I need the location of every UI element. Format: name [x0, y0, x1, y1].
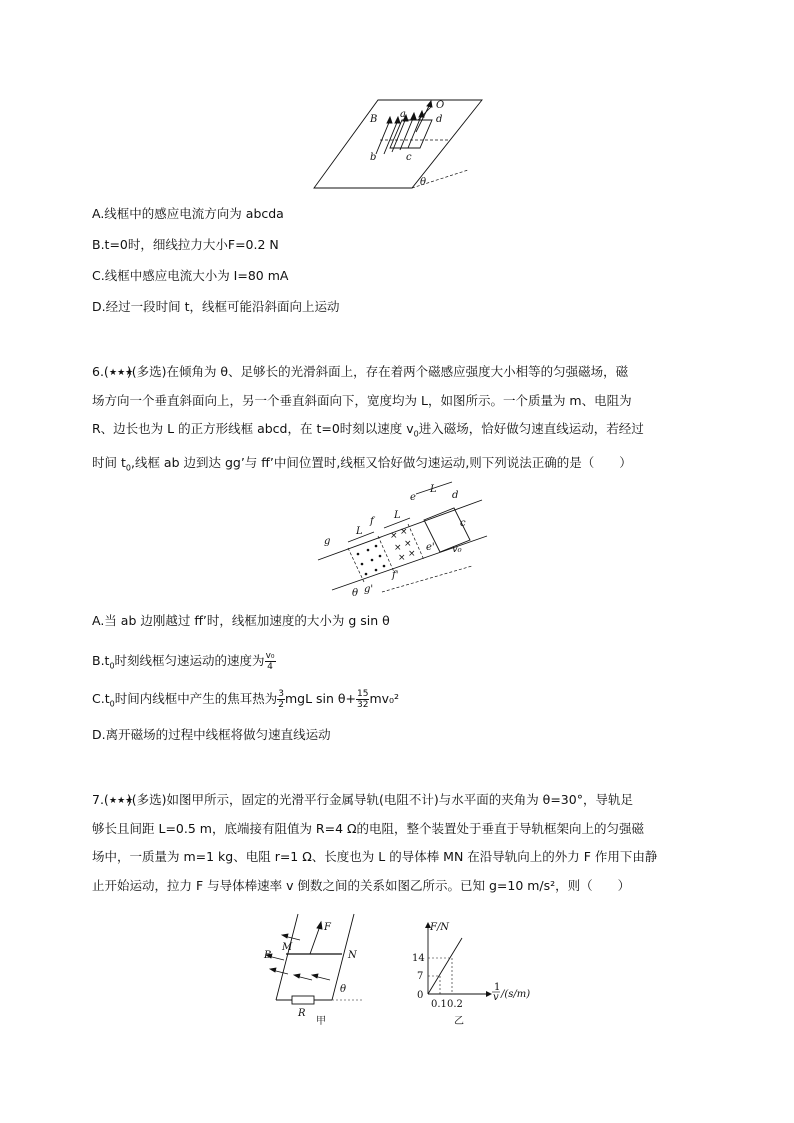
resistor-R — [292, 996, 314, 1004]
q6-label-theta: θ — [352, 588, 359, 599]
q6-option-b: $B.t_0$时刻线框匀速运动的速度为 $\frac{\text{v₀}}{4}$ — [92, 651, 275, 672]
label-d: d — [436, 114, 443, 125]
q6-label-f: f — [370, 516, 374, 527]
yi-tick-01: 0.1 — [431, 999, 447, 1010]
q7-number: 7.( — [92, 792, 109, 807]
q6-option-a: A.当 ab 边刚越过 ff’时，线框加速度的大小为 g sin θ — [92, 613, 390, 628]
jia-label-M: M — [282, 942, 293, 953]
difficulty-stars-icon — [108, 793, 134, 806]
q6-line-2: 场方向一个垂直斜面向上，另一个垂直斜面向下，宽度均为 L，如图所示。一个质量为 m、电阻为 — [92, 392, 632, 408]
q6-line-4: 时间 $t_0$,线框 ab 边到达 gg’与 ff’中间位置时,线框又恰好做匀速运动,则下列说法正确的是（ ） — [92, 455, 632, 473]
yi-origin: 0 — [417, 990, 424, 1001]
q6-label-e-prime: e' — [426, 542, 435, 553]
svg-text:×: × — [408, 549, 416, 559]
field-crosses — [390, 527, 416, 563]
q6-label-v0: v₀ — [452, 544, 462, 555]
label-O: O — [436, 100, 445, 111]
yi-tick-14: 14 — [412, 953, 425, 964]
label-a: a — [400, 109, 406, 120]
jia-label-F: F — [324, 922, 331, 933]
q6-line-1 — [92, 358, 702, 387]
yi-graph-line — [428, 938, 462, 994]
svg-text:×: × — [404, 539, 412, 549]
yi-tick-02: 0.2 — [447, 999, 463, 1010]
q5-figure — [300, 92, 500, 192]
q6-label-L-1: L — [356, 526, 363, 537]
yi-ylabel: F/N — [430, 922, 450, 933]
yi-xlabel-den: v — [493, 992, 499, 1003]
jia-label-B: B — [264, 950, 272, 961]
yi-caption: 乙 — [454, 1016, 464, 1027]
incline-plane — [314, 100, 482, 188]
q5-option-c: C.线框中感应电流大小为 I=80 mA — [92, 268, 289, 283]
q7-line-4: 止开始运动，拉力 F 与导体棒速率 v 倒数之间的关系如图乙所示。已知 g=10 m/s²，则（ ） — [92, 877, 631, 893]
q5-option-a: A.线框中的感应电流方向为 abcda — [92, 206, 284, 221]
label-B: B — [370, 114, 378, 125]
q5-option-d: D.经过一段时间 t，线框可能沿斜面向上运动 — [92, 299, 340, 314]
q7-figure-yi — [408, 918, 531, 1028]
q6-number: 6.( — [92, 364, 109, 379]
yi-xlabel-num: 1 — [494, 982, 501, 993]
jia-label-theta: θ — [340, 984, 347, 995]
label-b: b — [370, 152, 377, 163]
q7-field-arrows — [266, 934, 330, 980]
q7-stem — [92, 786, 702, 900]
yi-tick-7: 7 — [417, 971, 424, 982]
q7-line-2: 够长且间距 L=0.5 m，底端接有阻值为 R=4 Ω的电阻，整个装置处于垂直于导轨框架向上的匀强磁 — [92, 820, 645, 836]
q7-line-3: 场中，一质量为 m=1 kg、电阻 r=1 Ω、长度也为 L 的导体棒 MN 在沿导轨向上的外力 F 作用下由静 — [92, 849, 658, 864]
q6-label-c: c — [460, 518, 466, 529]
yi-xlabel-unit: /(s/m) — [501, 989, 531, 1000]
label-c: c — [406, 152, 412, 163]
q5-option-b: B.t=0时，细线拉力大小F=0.2 N — [92, 237, 279, 252]
label-theta: θ — [420, 177, 427, 188]
q6-option-d: D.离开磁场的过程中线框将做匀速直线运动 — [92, 727, 331, 742]
svg-text:×: × — [394, 543, 402, 553]
q6-tag: )(多选) — [126, 364, 167, 379]
q6-line-3: R、边长也为 L 的正方形线框 abcd，在 t=0时刻以速度 $v_0$进入磁场，恰好做匀速直线运动，若经过 — [92, 421, 644, 439]
q6-label-L-3: L — [430, 484, 437, 495]
jia-label-R: R — [298, 1008, 306, 1019]
q7-line-1: 7.( ★★★ )(多选)如图甲所示，固定的光滑平行金属导轨(电阻不计)与水平面的夹角为 θ=30°，导轨足 — [92, 792, 633, 807]
q6-label-e: e — [410, 492, 416, 503]
svg-text:×: × — [400, 527, 408, 537]
q6-figure — [312, 480, 492, 600]
field-dots — [357, 545, 386, 576]
jia-label-N: N — [348, 950, 357, 961]
q7-tag: )(多选) — [126, 792, 167, 807]
svg-text:×: × — [398, 553, 406, 563]
q6-label-L-2: L — [394, 510, 401, 521]
q6-stem — [92, 358, 702, 483]
difficulty-stars-icon — [108, 365, 134, 378]
q6-label-f-prime: f' — [392, 570, 399, 581]
q6-text-1: 在倾角为 θ、足够长的光滑斜面上，存在着两个磁感应强度大小相等的匀强磁场，磁 — [166, 364, 629, 379]
force-F-arrow — [310, 922, 322, 954]
q6-label-g: g — [324, 536, 331, 547]
q6-label-d: d — [452, 490, 459, 501]
q6-option-c: $C.t_0$时间内线框中产生的焦耳热为 $\frac{3}{2}$ mgL sin θ+ $\frac{15}{32}$ mv₀² — [92, 689, 400, 710]
q6-label-g-prime: g' — [364, 584, 374, 595]
svg-text:★★★: ★★★ — [108, 368, 134, 378]
q7-figure-jia — [256, 912, 376, 1027]
svg-text:×: × — [390, 531, 398, 541]
jia-caption: 甲 — [316, 1016, 326, 1027]
svg-text:★★★: ★★★ — [108, 796, 134, 806]
